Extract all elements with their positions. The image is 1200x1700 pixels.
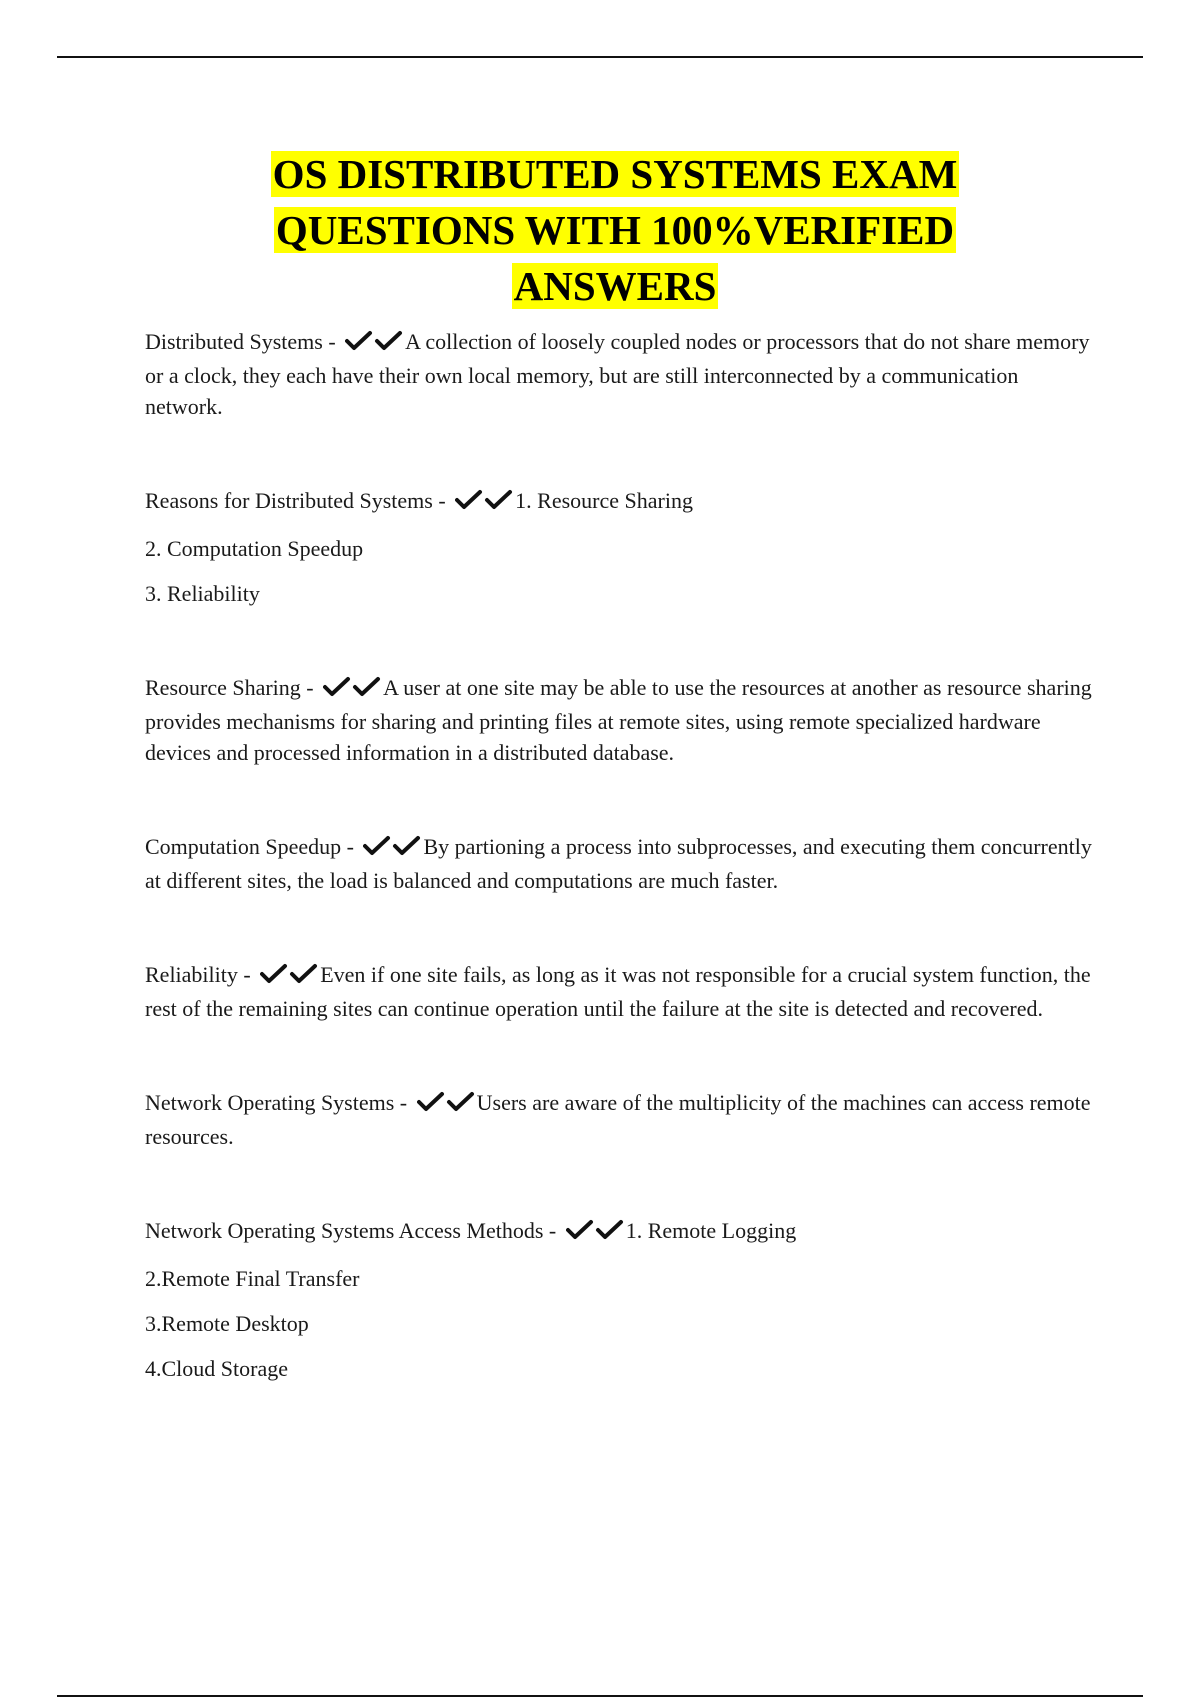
list-item: 4.Cloud Storage	[145, 1356, 288, 1381]
term: Network Operating Systems Access Methods -	[145, 1218, 557, 1243]
double-check-icon	[417, 1090, 475, 1121]
term: Reasons for Distributed Systems -	[145, 488, 446, 513]
list-item: 2. Computation Speedup	[145, 536, 364, 561]
list-item: 2.Remote Final Transfer	[145, 1266, 360, 1291]
bottom-rule	[57, 1695, 1143, 1697]
list-item: 3.Remote Desktop	[145, 1311, 309, 1336]
answer: By partioning a process into subprocesses, and executing them concurrently at different sites, the load is balanced and computations are much faster.	[145, 834, 1092, 893]
answer: Users are aware of the multiplicity of the machines can access remote resources.	[145, 1090, 1091, 1149]
qa-entry	[145, 672, 1095, 768]
term: Resource Sharing -	[145, 675, 314, 700]
title-line-2: QUESTIONS WITH 100%VERIFIED	[275, 207, 955, 253]
double-check-icon	[566, 1218, 624, 1249]
term: Distributed Systems -	[145, 329, 336, 354]
double-check-icon	[345, 329, 403, 360]
double-check-icon	[323, 675, 381, 706]
term: Computation Speedup -	[145, 834, 354, 859]
answer: A collection of loosely coupled nodes or processors that do not share memory or a clock, they each have their own local memory, but are still interconnected by a communication network.	[145, 329, 1090, 419]
qa-list	[145, 326, 1095, 1384]
answer: Even if one site fails, as long as it was not responsible for a crucial system function, the rest of the remaining sites can continue operation until the failure at the site is detected and recovered.	[145, 962, 1091, 1021]
page-title	[145, 146, 1085, 314]
double-check-icon	[260, 962, 318, 993]
title-line-1: OS DISTRIBUTED SYSTEMS EXAM	[272, 151, 958, 197]
title-line-3: ANSWERS	[513, 263, 717, 309]
double-check-icon	[363, 834, 421, 865]
qa-entry	[145, 1215, 1095, 1249]
qa-entry	[145, 959, 1095, 1024]
answer: 1. Remote Logging	[625, 1218, 797, 1243]
qa-entry	[145, 485, 1095, 519]
term: Reliability -	[145, 962, 251, 987]
answer: 1. Resource Sharing	[515, 488, 693, 513]
list-item: 3. Reliability	[145, 581, 260, 606]
term: Network Operating Systems -	[145, 1090, 408, 1115]
top-rule	[57, 56, 1143, 58]
answer: A user at one site may be able to use the resources at another as resource sharing provides mechanisms for sharing and printing files at remote sites, using remote specialized hardware devices and processed information in a distributed database.	[145, 675, 1092, 765]
qa-entry	[145, 326, 1095, 422]
double-check-icon	[455, 488, 513, 519]
qa-entry	[145, 831, 1095, 896]
qa-entry	[145, 1087, 1095, 1152]
